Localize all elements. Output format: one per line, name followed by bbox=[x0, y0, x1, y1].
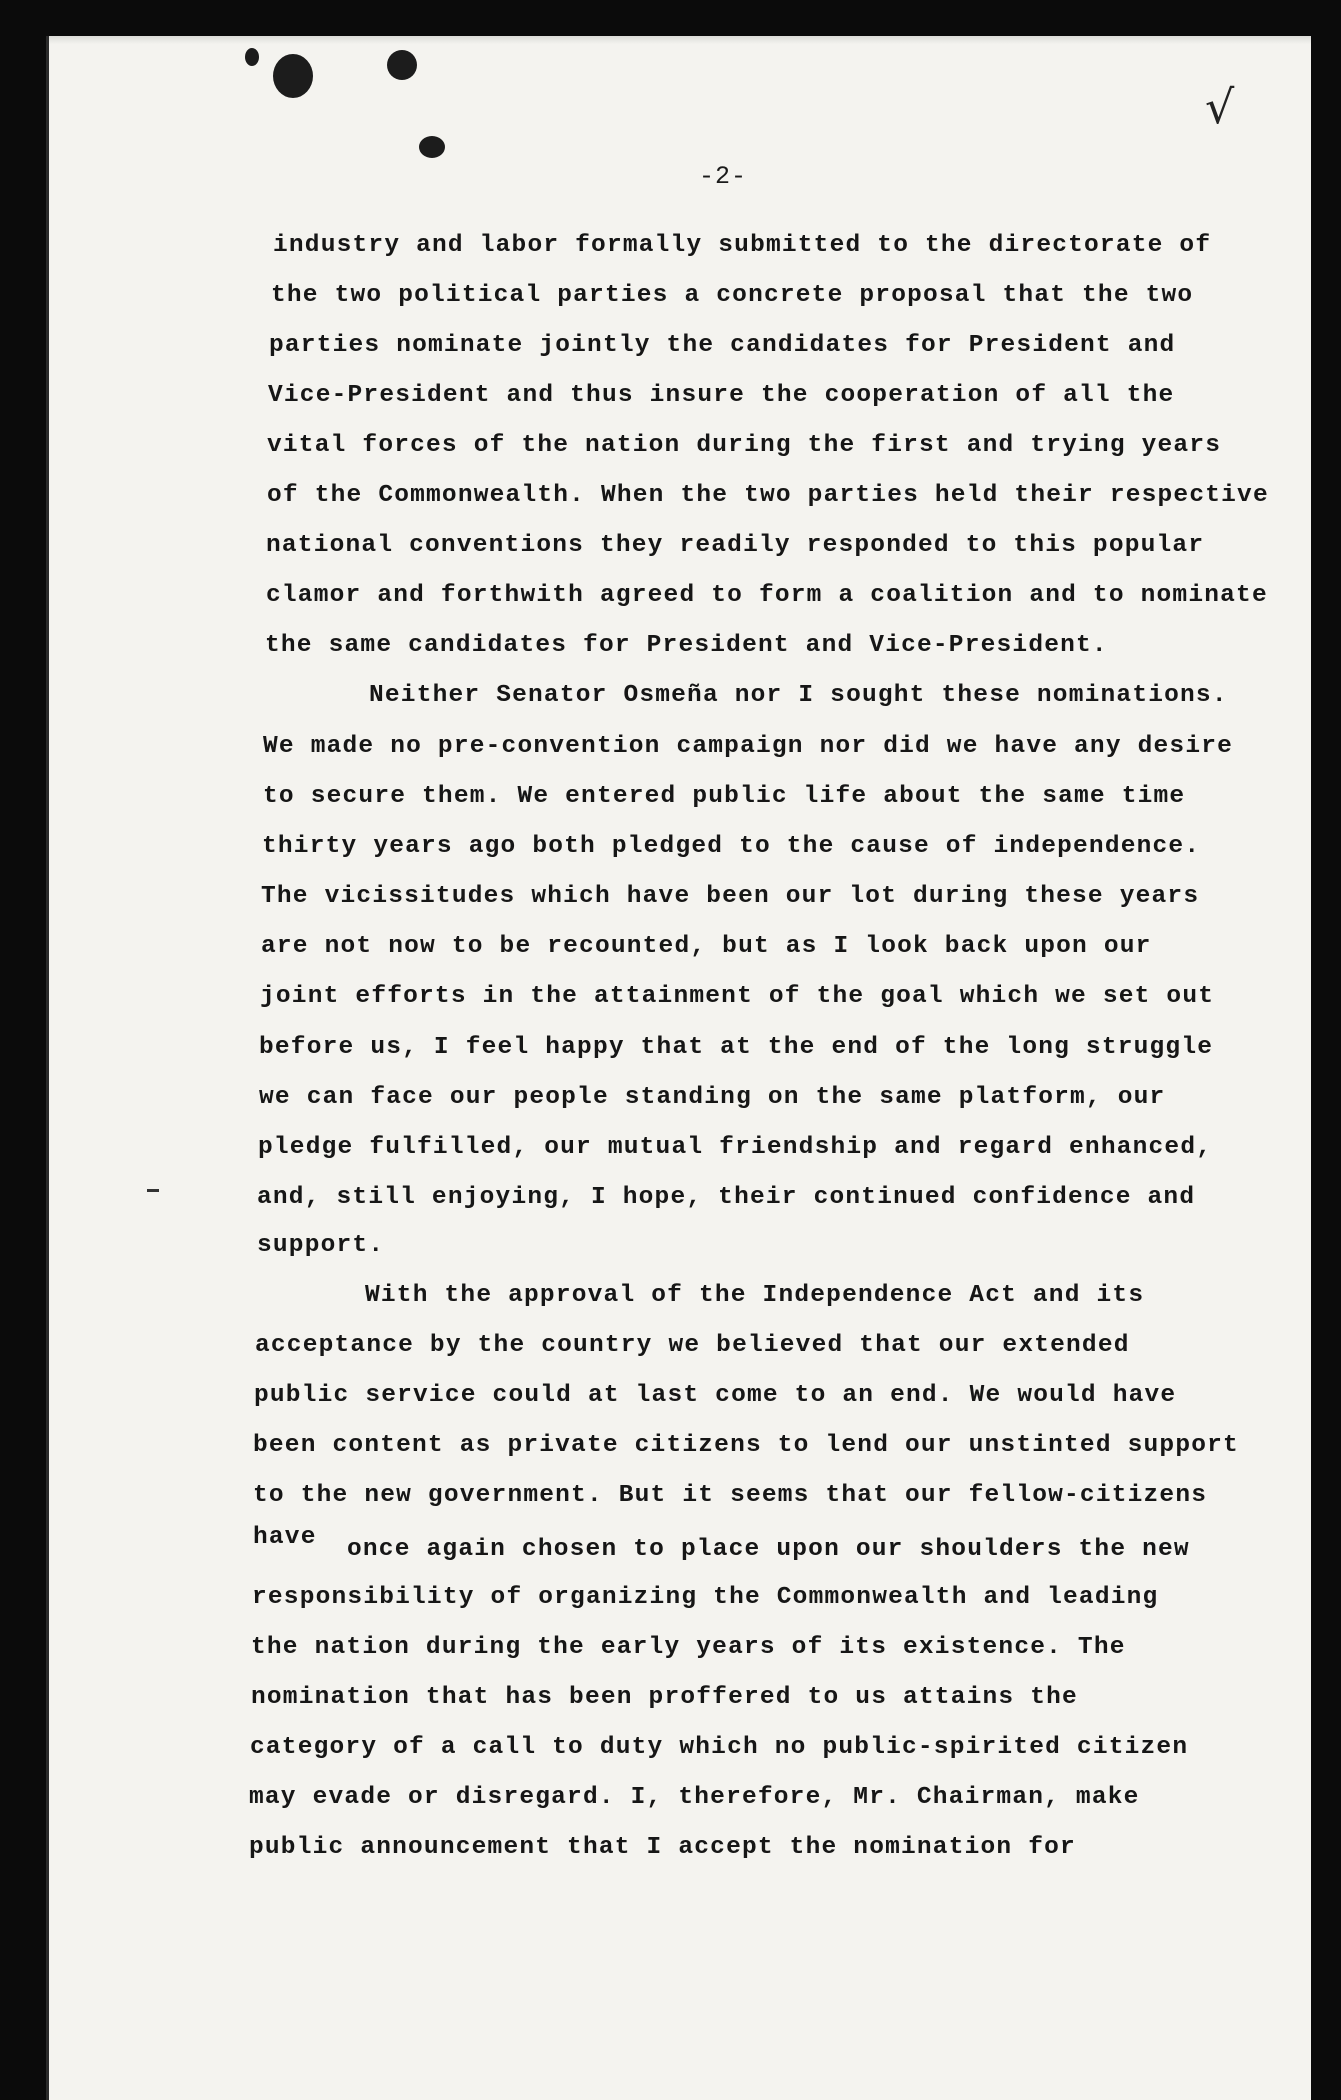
text-line: have bbox=[253, 1524, 317, 1551]
text-line: pledge fulfilled, our mutual friendship and regard enhanced, bbox=[258, 1134, 1213, 1161]
document-page bbox=[46, 36, 1311, 2100]
text-line: before us, I feel happy that at the end of the long struggle bbox=[259, 1034, 1214, 1061]
ink-blot bbox=[387, 50, 417, 80]
text-line: With the approval of the Independence Act and its bbox=[365, 1282, 1145, 1309]
text-line: are not now to be recounted, but as I look back upon our bbox=[261, 933, 1152, 960]
text-line: support. bbox=[257, 1232, 385, 1259]
text-line: Neither Senator Osmeña nor I sought these nominations. bbox=[369, 682, 1228, 709]
text-line: thirty years ago both pledged to the cause of independence. bbox=[262, 833, 1201, 860]
text-line: clamor and forthwith agreed to form a coalition and to nominate bbox=[266, 582, 1268, 609]
stray-mark bbox=[147, 1189, 159, 1192]
text-line: parties nominate jointly the candidates for President and bbox=[269, 332, 1176, 359]
text-line: acceptance by the country we believed that our extended bbox=[255, 1332, 1130, 1359]
text-line: responsibility of organizing the Commonwealth and leading bbox=[252, 1584, 1159, 1611]
text-line: vital forces of the nation during the first and trying years bbox=[267, 432, 1222, 459]
text-line: once again chosen to place upon our shoulders the new bbox=[347, 1536, 1190, 1563]
check-mark: √ bbox=[1205, 80, 1235, 134]
text-line: the two political parties a concrete proposal that the two bbox=[271, 282, 1194, 309]
ink-blot bbox=[273, 54, 313, 98]
text-line: joint efforts in the attainment of the goal which we set out bbox=[260, 983, 1215, 1010]
text-line: We made no pre-convention campaign nor did we have any desire bbox=[263, 733, 1234, 760]
page-number: -2- bbox=[699, 162, 748, 191]
ink-blot bbox=[419, 136, 445, 158]
ink-blot bbox=[245, 48, 259, 66]
text-line: the same candidates for President and Vice-President. bbox=[265, 632, 1108, 659]
text-line: and, still enjoying, I hope, their continued confidence and bbox=[257, 1184, 1196, 1211]
text-line: The vicissitudes which have been our lot during these years bbox=[261, 883, 1200, 910]
text-line: public announcement that I accept the nomination for bbox=[249, 1834, 1076, 1861]
text-line: to secure them. We entered public life about the same time bbox=[263, 783, 1186, 810]
text-line: national conventions they readily responded to this popular bbox=[266, 532, 1205, 559]
text-line: nomination that has been proffered to us attains the bbox=[251, 1684, 1078, 1711]
text-line: to the new government. But it seems that our fellow-citizens bbox=[253, 1482, 1208, 1509]
text-line: industry and labor formally submitted to the directorate of bbox=[273, 232, 1212, 259]
text-line: may evade or disregard. I, therefore, Mr. Chairman, make bbox=[249, 1784, 1140, 1811]
text-line: the nation during the early years of its existence. The bbox=[251, 1634, 1126, 1661]
text-line: we can face our people standing on the same platform, our bbox=[259, 1084, 1166, 1111]
text-line: been content as private citizens to lend our unstinted support bbox=[253, 1432, 1239, 1459]
text-line: public service could at last come to an end. We would have bbox=[254, 1382, 1177, 1409]
text-line: Vice-President and thus insure the cooperation of all the bbox=[268, 382, 1175, 409]
text-line: category of a call to duty which no public-spirited citizen bbox=[250, 1734, 1189, 1761]
text-line: of the Commonwealth. When the two parties held their respective bbox=[267, 482, 1269, 509]
